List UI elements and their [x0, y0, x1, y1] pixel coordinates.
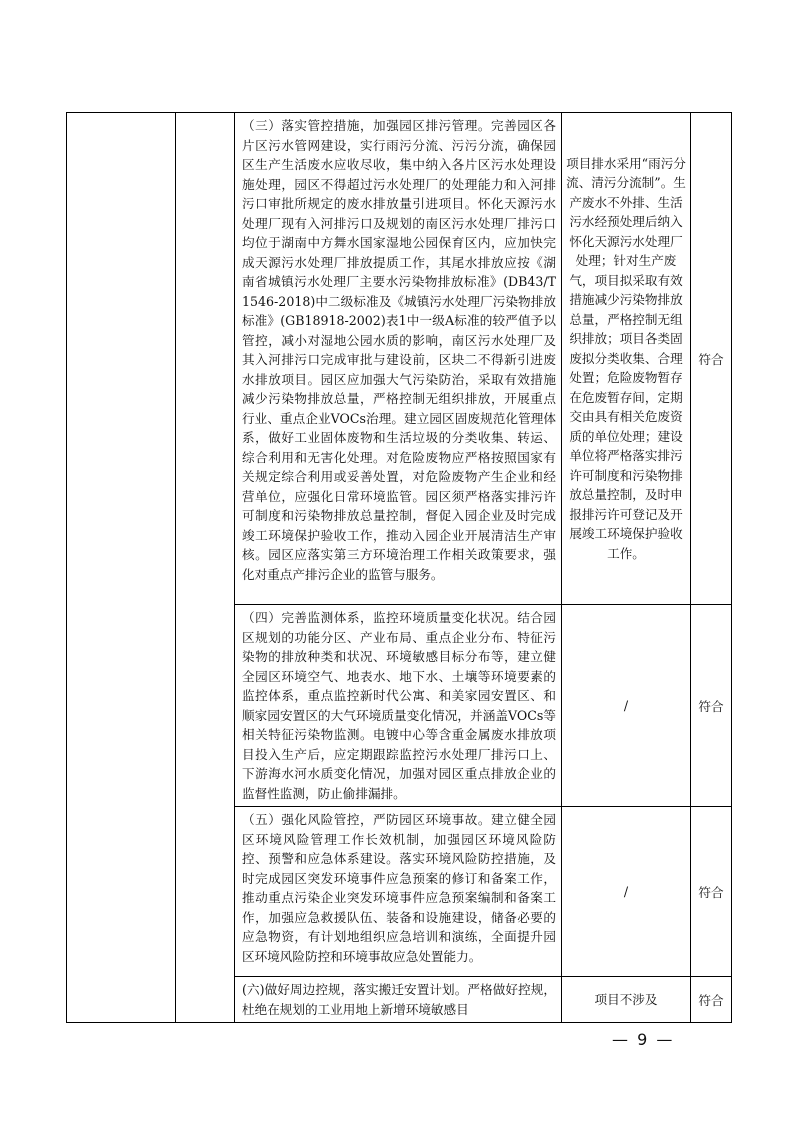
project-cell: 项目排水采用“雨污分流、清污分流制”。生产废水不外排、生活污水经预处理后纳入怀化天源污水处理厂处理；针对生产废气，项目拟采取有效措施减少污染物排放总量，严格控制无组织排放；项目各类固废拟分类收集、合理处置；危险废物暂存在危废暂存间，定期交由具有相关危废资质的单位处理；建设单位将严格落实排污许可制度和污染物排放总量控制，及时申报排污许可登记及开展竣工环境保护验收工作。	[562, 113, 691, 605]
result-cell: 符合	[691, 605, 732, 807]
requirement-cell: (六)做好周边控规，落实搬迁安置计划。严格做好控规，杜绝在规划的工业用地上新增环境敏感目	[235, 977, 562, 1023]
requirement-cell: （五）强化风险管控，严防园区环境事故。建立健全园区环境风险管理工作长效机制，加强园区环境风险防控、预警和应急体系建设。落实环境风险防控措施，及时完成园区突发环境事件应急预案的修订和备案工作，推动重点污染企业突发环境事件应急预案编制和备案工作，加强应急救援队伍、装备和设施建设，储备必要的应急物资，有计划地组织应急培训和演练，全面提升园区环境风险防控和环境事故应急处置能力。	[235, 807, 562, 977]
result-cell: 符合	[691, 113, 732, 605]
result-cell: 符合	[691, 807, 732, 977]
compliance-table	[66, 112, 732, 1023]
category-cell	[67, 113, 176, 1023]
project-cell: /	[562, 605, 691, 807]
table-row	[67, 113, 732, 605]
subcategory-cell	[176, 113, 235, 1023]
requirement-cell: （四）完善监测体系，监控环境质量变化状况。结合园区规划的功能分区、产业布局、重点企业分布、特征污染物的排放种类和状况、环境敏感目标分布等，建立健全园区环境空气、地表水、地下水、土壤等环境要素的监控体系，重点监控新时代公寓、和美家园安置区、和顺家园安置区的大气环境质量变化情况，并涵盖VOCs等相关特征污染物监测。电镀中心等含重金属废水排放项目投入生产后，应定期跟踪监控污水处理厂排污口上、下游海水河水质变化情况，加强对园区重点排放企业的监督性监测，防止偷排漏排。	[235, 605, 562, 807]
project-cell: /	[562, 807, 691, 977]
requirement-cell: （三）落实管控措施，加强园区排污管理。完善园区各片区污水管网建设，实行雨污分流、污污分流，确保园区生产生活废水应收尽收，集中纳入各片区污水处理设施处理，园区不得超过污水处理厂的处理能力和入河排污口审批所规定的废水排放量引进项目。怀化天源污水处理厂现有入河排污口及规划的南区污水处理厂排污口均位于湖南中方舞水国家湿地公园保育区内，应加快完成天源污水处理厂排放提质工作，其尾水排放应按《湖南省城镇污水处理厂主要水污染物排放标准》(DB43/T 1546-2018)中二级标准及《城镇污水处理厂污染物排放标准》(GB18918-2002)表1中一级A标准的较严值予以管控，减小对湿地公园水质的影响，南区污水处理厂及其入河排污口完成审批与建设前，区块二不得新引进废水排放项目。园区应加强大气污染防治，采取有效措施减少污染物排放总量，严格控制无组织排放，开展重点行业、重点企业VOCs治理。建立园区固废规范化管理体系，做好工业固体废物和生活垃圾的分类收集、转运、综合利用和无害化处理。对危险废物应严格按照国家有关规定综合利用或妥善处置，对危险废物产生企业和经营单位，应强化日常环境监管。园区须严格落实排污许可制度和污染物排放总量控制，督促入园企业及时完成竣工环境保护验收工作，推动入园企业开展清洁生产审核。园区应落实第三方环境治理工作相关政策要求，强化对重点产排污企业的监管与服务。	[235, 113, 562, 605]
project-cell: 项目不涉及	[562, 977, 691, 1023]
page-number: — 9 —	[612, 1030, 675, 1049]
result-cell: 符合	[691, 977, 732, 1023]
